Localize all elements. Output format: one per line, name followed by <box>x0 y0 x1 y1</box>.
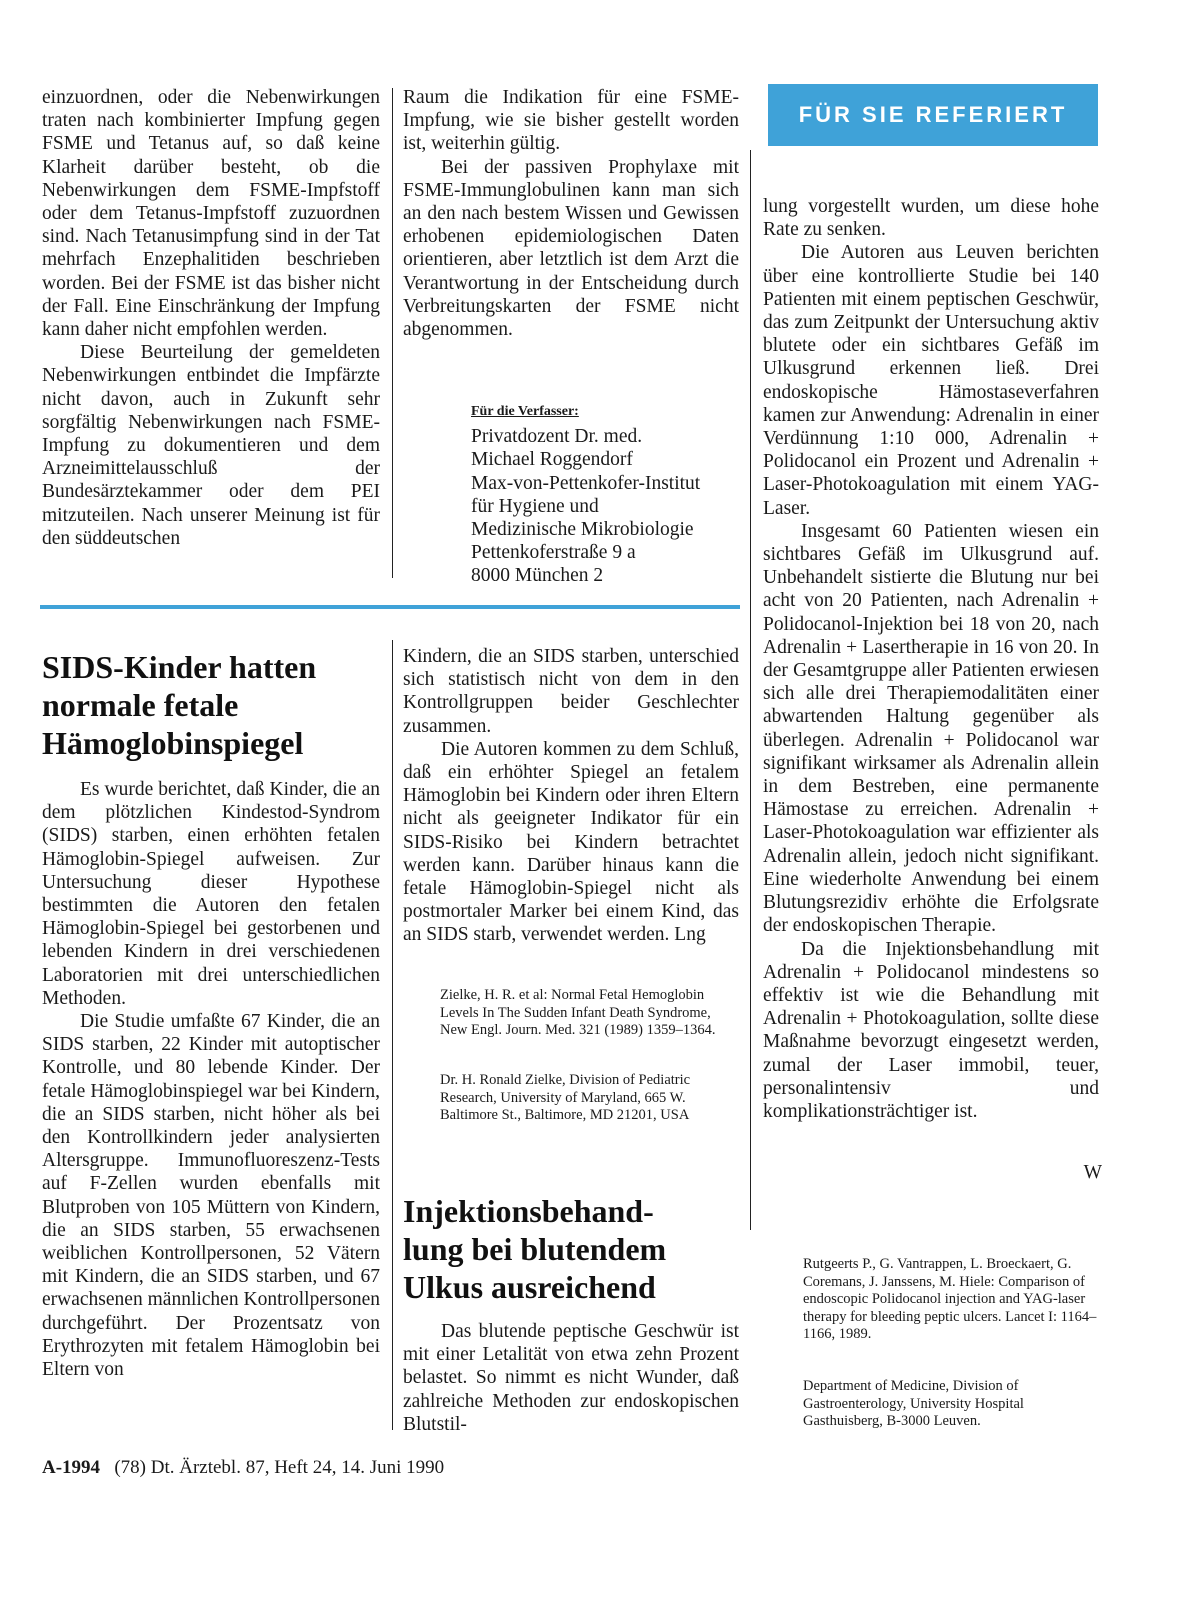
paragraph: Da die Injektionsbehandlung mit Adrenalin + Polidocanol mindestens so effektiv ist wie die Behandlung mit Adrenalin + Photokoagulation, sollte diese Maßnahme bevorzugt eingesetzt werden, zumal der Laser immobil, teuer, personalintensiv und komplikationsträchtiger ist. <box>763 938 1099 1122</box>
author-block <box>471 400 743 588</box>
sids-reference: Zielke, H. R. et al: Normal Fetal Hemoglobin Levels In The Sudden Infant Death Syndrome, New Engl. Journ. Med. 321 (1989) 1359–1364. <box>440 987 716 1038</box>
paragraph: Raum die Indikation für eine FSME-Impfung, wie sie bisher gestellt worden ist, weiterhin gültig. <box>403 87 739 155</box>
paragraph: Insgesamt 60 Patienten wiesen ein sichtbares Gefäß im Ulkusgrund auf. Unbehandelt sistierte die Blutung nur bei acht von 20 Patienten, nach Adrenalin + Polidocanol-Injektion bei 18 von 20, nach Adrenalin + Lasertherapie in 16 von 20. In der Gesamtgruppe aller Patienten erwiesen sich alle drei Therapiemodalitäten einer abwartenden Haltung gegenüber als überlegen. Adrenalin + Polidocanol war signifikant wirksamer als Adrenalin allein in dem Bestreben, eine permanente Hämostase zu erreichen. Adrenalin + Laser-Photokoagulation war effizienter als Adrenalin allein, jedoch nicht signifikant. Eine wiederholte Anwendung bei einem Blutungsrezidiv erhöhte die Erfolgsrate der endoskopischen Therapie. <box>763 520 1099 937</box>
paragraph: Die Autoren kommen zu dem Schluß, daß ein erhöhter Spiegel an fetalem Hämoglobin bei Kindern oder ihren Eltern nicht als geeigneter Indikator für ein SIDS-Risiko bei Kindern betrachtet werden kann. Darüber hinaus kann die fetale Hämoglobin-Spiegel nicht als postmortaler Marker bei einem Kind, das an SIDS starb, verwendet werden. Lng <box>403 738 739 946</box>
col1-top-text <box>42 86 380 550</box>
headline-line: normale fetale <box>42 687 239 723</box>
sids-col1-text <box>42 778 380 1381</box>
paragraph: Kindern, die an SIDS starben, unterschied sich statistisch nicht von dem in den Kontrollgruppen beider Geschlechter zusammen. <box>403 646 739 737</box>
section-rule <box>40 605 740 609</box>
journal-citation: (78) Dt. Ärztebl. 87, Heft 24, 14. Juni 1990 <box>114 1457 445 1478</box>
author-line: 8000 München 2 <box>471 565 604 587</box>
headline-line: SIDS-Kinder hatten <box>42 649 317 685</box>
page-footer <box>42 1457 444 1479</box>
author-line: Pettenkoferstraße 9 a <box>471 542 636 564</box>
author-label: Für die Verfasser: <box>471 404 579 419</box>
col2-top-text <box>403 86 739 341</box>
paragraph: Bei der passiven Prophylaxe mit FSME-Immunglobulinen kann man sich an den nach bestem Wissen und Gewissen erhobenen epidemiologischen Daten orientieren, aber letztlich ist dem Arzt die Verantwortung in der Entscheidung durch Verbreitungskarten der FSME nicht abgenommen. <box>403 156 739 341</box>
author-line: Max-von-Pettenkofer-Institut <box>471 472 701 494</box>
headline-line: Hämoglobinspiegel <box>42 725 304 761</box>
headline-line: lung bei blutendem <box>403 1231 667 1267</box>
paragraph: Es wurde berichtet, daß Kinder, die an dem plötzlichen Kindestod-Syndrom (SIDS) starben, einen erhöhten fetalen Hämoglobin-Spiegel aufweisen. Zur Untersuchung dieser Hypothese bestimmten die Autoren den fetalen Hämoglobin-Spiegel bei gestorbenen und lebenden Kindern in drei verschiedenen Laboratorien mit drei unterschiedlichen Methoden. <box>42 779 380 1009</box>
author-line: Privatdozent Dr. med. <box>471 426 643 448</box>
article-headline-ulkus <box>403 1192 748 1306</box>
col3-signature: W <box>1083 1162 1102 1183</box>
author-line: für Hygiene und <box>471 495 599 517</box>
column-divider <box>392 88 393 578</box>
page-number: A-1994 <box>42 1457 101 1478</box>
author-line: Medizinische Mikrobiologie <box>471 519 694 541</box>
paragraph: Die Studie umfaßte 67 Kinder, die an SIDS starben, 22 Kinder mit autoptischer Kontrolle, und 80 lebende Kinder. Der fetale Hämoglobinspiegel war bei Kindern, die an SIDS starben, nicht höher als bei den Kontrollkindern jeder analysierten Altersgruppe. Immunofluoreszenz-Tests auf F-Zellen wurden ebenfalls mit Blutproben von 105 Müttern von Kindern, die an SIDS starben, 55 erwachsenen weiblichen Kontrollpersonen, 52 Vätern mit Kindern, die an SIDS starben, und 67 erwachsenen männlichen Kontrollpersonen durchgeführt. Der Prozentsatz von Erythrozyten mit fetalem Hämoglobin bei Eltern von <box>42 1011 380 1381</box>
paragraph: Das blutende peptische Geschwür ist mit einer Letalität von etwa zehn Prozent belastet. So nimmt es nicht Wunder, daß zahlreiche Methoden zur endoskopischen Blutstil- <box>403 1321 739 1435</box>
article-headline-sids <box>42 648 387 762</box>
column-divider <box>750 150 751 1230</box>
section-badge: FÜR SIE REFERIERT <box>768 84 1098 146</box>
paragraph: Diese Beurteilung der gemeldeten Nebenwirkungen entbindet die Impfärzte nicht davon, auch in Zukunft sehr sorgfältig Nebenwirkungen nach FSME-Impfung zu dokumentieren und dem Arzneimittelausschluß der Bundesärztekammer oder dem PEI mitzuteilen. Nach unserer Meinung ist für den süddeutschen <box>42 342 380 549</box>
sids-col2-text <box>403 645 739 947</box>
ulkus-col2-text <box>403 1320 739 1436</box>
ulkus-reference: Rutgeerts P., G. Vantrappen, L. Broeckaert, G. Coremans, J. Janssens, M. Hiele: Comparison of endoscopic Polidocanol injection and YAG-laser therapy for bleeding peptic ulcers. Lancet I: 1164–1166, 1989. <box>803 1256 1097 1342</box>
paragraph: einzuordnen, oder die Nebenwirkungen traten nach kombinierter Impfung gegen FSME und Tetanus auf, so daß keine Klarheit darüber besteht, ob die Nebenwirkungen dem FSME-Impfstoff oder dem Tetanus-Impfstoff zuzuordnen sind. Nach Tetanusimpfung sind in der Tat mehrfach Enzephalitiden beschrieben worden. Bei der FSME ist das bisher nicht der Fall. Eine Einschränkung der Impfung kann daher nicht empfohlen werden. <box>42 87 380 341</box>
headline-line: Ulkus ausreichend <box>403 1269 656 1305</box>
column-divider <box>392 640 393 1430</box>
ulkus-address: Department of Medicine, Division of Gastroenterology, University Hospital Gasthuisberg, B-3000 Leuven. <box>803 1378 1024 1429</box>
paragraph: lung vorgestellt wurden, um diese hohe Rate zu senken. <box>763 196 1099 241</box>
col3-text <box>763 195 1099 1123</box>
headline-line: Injektionsbehand- <box>403 1193 654 1229</box>
paragraph: Die Autoren aus Leuven berichten über eine kontrollierte Studie bei 140 Patienten mit einem peptischen Geschwür, das zum Zeitpunkt der Untersuchung aktiv blutete oder ein sichtbares Gefäß im Ulkusgrund erkennen ließ. Drei endoskopische Hämostaseverfahren kamen zur Anwendung: Adrenalin in einer Verdünnung 1:10 000, Adrenalin + Polidocanol ein Prozent und Adrenalin + Laser-Photokoagulation mit einem YAG-Laser. <box>763 242 1099 519</box>
sids-address: Dr. H. Ronald Zielke, Division of Pediatric Research, University of Maryland, 665 W. Baltimore St., Baltimore, MD 21201, USA <box>440 1072 691 1123</box>
author-line: Michael Roggendorf <box>471 449 633 471</box>
